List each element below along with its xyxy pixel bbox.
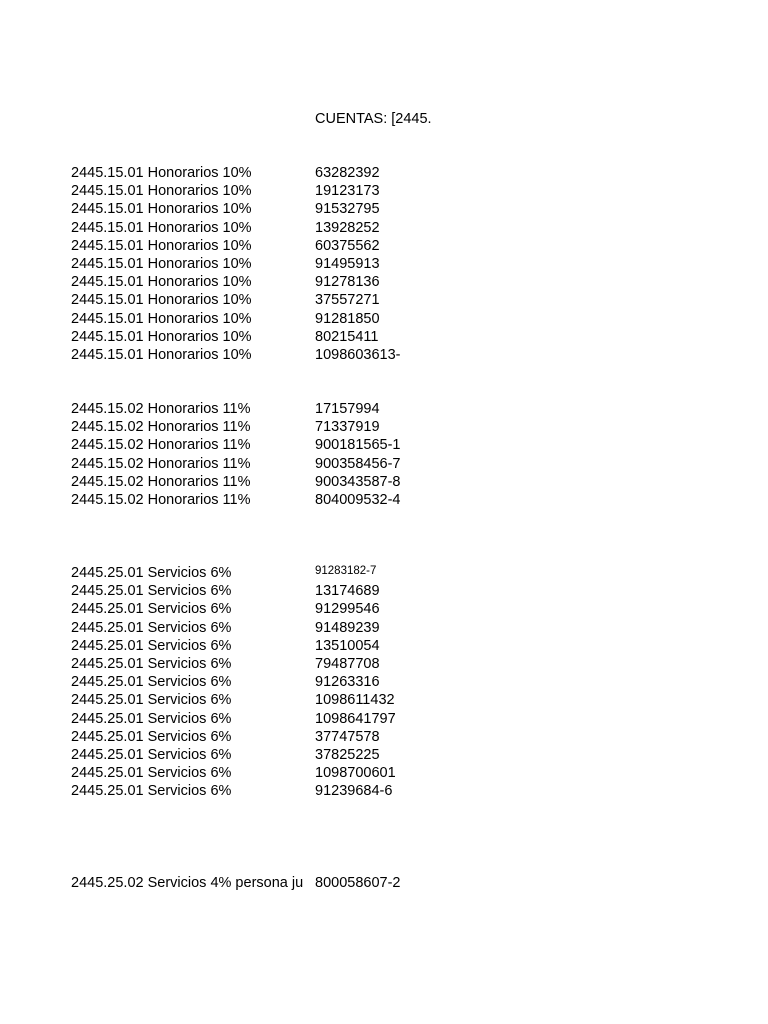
account-id: 17157994: [315, 401, 380, 417]
table-row: [71, 400, 721, 418]
account-label: 2445.15.02 Honorarios 11%: [71, 455, 251, 472]
account-label: 2445.15.01 Honorarios 10%: [71, 165, 252, 181]
account-label: 2445.25.01 Servicios 6%: [71, 710, 232, 727]
account-label: 2445.15.02 Honorarios 11%: [71, 419, 251, 436]
table-row: [71, 255, 721, 273]
account-id: 37747578: [315, 728, 380, 745]
table-row: [71, 728, 721, 746]
table-row: [71, 673, 721, 691]
account-label: 2445.15.01 Honorarios 10%: [71, 310, 252, 327]
table-row: [71, 582, 721, 600]
table-row: [71, 691, 721, 709]
account-id: 804009532-4: [315, 491, 401, 508]
account-id: 1098603613-: [315, 346, 401, 363]
account-id: 91532795: [315, 201, 380, 218]
account-id: 900343587-8: [315, 473, 401, 490]
table-row: [71, 782, 721, 800]
account-group-honorarios-11: [71, 400, 721, 509]
account-label: 2445.15.02 Honorarios 11%: [71, 491, 251, 508]
table-row: [71, 637, 721, 655]
account-id: 900181565-1: [315, 437, 401, 454]
account-id: 1098641797: [315, 710, 396, 727]
account-label: 2445.15.01 Honorarios 10%: [71, 328, 252, 345]
table-row: [71, 473, 721, 491]
account-id: 13174689: [315, 583, 380, 600]
account-id: 37825225: [315, 746, 380, 763]
account-label: 2445.25.01 Servicios 6%: [71, 728, 232, 745]
account-label: 2445.15.01 Honorarios 10%: [71, 201, 252, 218]
table-row: [71, 874, 721, 892]
account-id: 37557271: [315, 292, 380, 309]
account-id: 91283182-7: [315, 565, 377, 577]
account-id: 91239684-6: [315, 783, 393, 800]
account-id: 800058607-2: [315, 875, 401, 891]
table-row: [71, 710, 721, 728]
account-label: 2445.25.01 Servicios 6%: [71, 746, 232, 763]
account-label: 2445.25.01 Servicios 6%: [71, 583, 232, 600]
document-title: CUENTAS: [2445.: [315, 111, 432, 127]
table-row: [71, 455, 721, 473]
account-label: 2445.15.01 Honorarios 10%: [71, 219, 252, 236]
account-id: 63282392: [315, 165, 380, 181]
account-id: 13928252: [315, 219, 380, 236]
account-id: 91489239: [315, 619, 380, 636]
account-label: 2445.15.01 Honorarios 10%: [71, 183, 252, 200]
table-row: [71, 600, 721, 618]
account-id: 1098611432: [315, 692, 395, 709]
table-row: [71, 273, 721, 291]
table-row: [71, 219, 721, 237]
table-row: [71, 746, 721, 764]
table-row: [71, 182, 721, 200]
account-label: 2445.25.01 Servicios 6%: [71, 765, 232, 782]
table-row: [71, 237, 721, 255]
account-id: 19123173: [315, 183, 380, 200]
account-label: 2445.15.01 Honorarios 10%: [71, 346, 252, 363]
account-id: 900358456-7: [315, 455, 401, 472]
table-row: [71, 491, 721, 509]
account-id: 60375562: [315, 237, 380, 254]
table-row: [71, 619, 721, 637]
account-id: 80215411: [315, 328, 379, 345]
account-label: 2445.15.02 Honorarios 11%: [71, 473, 251, 490]
account-id: 91495913: [315, 255, 380, 272]
account-label: 2445.25.01 Servicios 6%: [71, 637, 232, 654]
table-row: [71, 764, 721, 782]
account-id: 13510054: [315, 637, 380, 654]
account-id: 91263316: [315, 674, 380, 691]
account-id: 71337919: [315, 419, 380, 436]
table-row: [71, 291, 721, 309]
account-group-servicios-6: [71, 564, 721, 800]
account-label: 2445.25.01 Servicios 6%: [71, 783, 232, 800]
account-label: 2445.25.01 Servicios 6%: [71, 674, 232, 691]
account-label: 2445.15.01 Honorarios 10%: [71, 255, 252, 272]
table-row: [71, 200, 721, 218]
table-row: [71, 436, 721, 454]
account-label: 2445.15.01 Honorarios 10%: [71, 274, 252, 291]
account-label: 2445.15.01 Honorarios 10%: [71, 237, 252, 254]
account-label: 2445.25.01 Servicios 6%: [71, 565, 232, 581]
account-id: 91281850: [315, 310, 380, 327]
table-row: [71, 164, 721, 182]
table-row: [71, 564, 721, 582]
account-id: 91278136: [315, 274, 380, 291]
table-row: [71, 655, 721, 673]
account-label: 2445.25.01 Servicios 6%: [71, 692, 232, 709]
account-id: 79487708: [315, 655, 380, 672]
account-id: 91299546: [315, 601, 380, 618]
account-label: 2445.15.02 Honorarios 11%: [71, 437, 251, 454]
account-id: 1098700601: [315, 765, 396, 782]
account-label: 2445.25.02 Servicios 4% persona ju: [71, 875, 304, 891]
table-row: [71, 328, 721, 346]
account-label: 2445.15.01 Honorarios 10%: [71, 292, 252, 309]
table-row: [71, 418, 721, 436]
account-label: 2445.25.01 Servicios 6%: [71, 619, 232, 636]
account-group-servicios-4: [71, 874, 721, 892]
account-group-honorarios-10: [71, 164, 721, 364]
table-row: [71, 346, 721, 364]
table-row: [71, 310, 721, 328]
account-label: 2445.25.01 Servicios 6%: [71, 601, 232, 618]
account-label: 2445.25.01 Servicios 6%: [71, 655, 232, 672]
account-label: 2445.15.02 Honorarios 11%: [71, 401, 251, 417]
